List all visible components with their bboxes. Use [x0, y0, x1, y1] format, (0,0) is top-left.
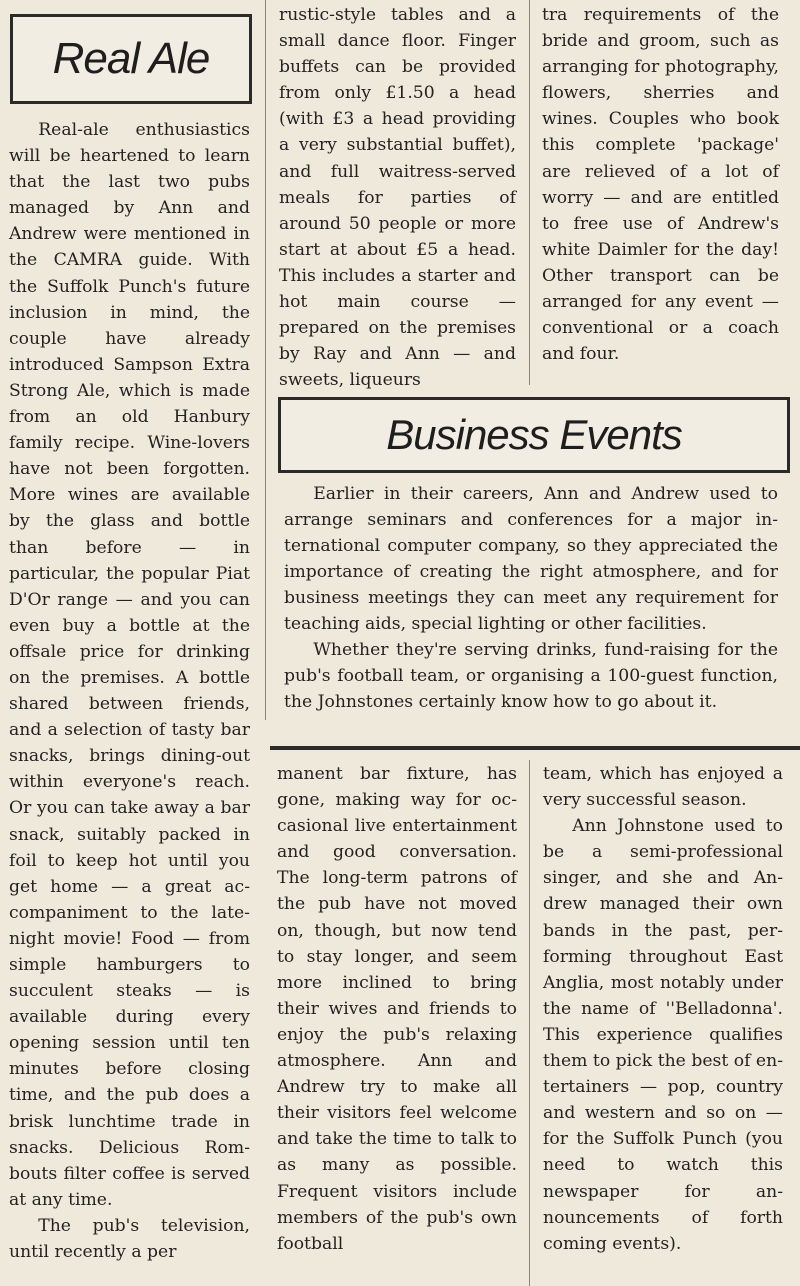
real-ale-heading: Real Ale	[52, 34, 210, 83]
real-ale-paragraph-2: The pub's television, until recently a per	[9, 1215, 250, 1263]
right-top-text: tra requirements of the bride and groom, such as arranging for photography, flowers, sherries and wines. Couples who book this complete 'package' are relieved of a lot of worry — and are entitled to free use of Andrew's white Daimler for the day! Other transport can be arranged for any event — conventional or a coach and four.	[542, 5, 779, 365]
vertical-rule-middle-bottom	[529, 760, 530, 1286]
business-events-paragraph-1: Earlier in their careers, Ann and Andrew used to arrange seminars and conferences for a major international computer company, so they appreciated the importance of creating the right atmosphere, and for business meetings they can meet any requirement for teaching aids, special lighting or other facilities.	[284, 484, 778, 634]
vertical-rule-left	[265, 0, 266, 720]
middle-bottom-column	[277, 761, 517, 1257]
real-ale-paragraph-1: Real-ale enthusiastics will be heartened to learn that the last two pubs managed by Ann and Andrew were mentioned in the CAMRA guide. With the Suffolk Punch's future inclusion in mind, the couple have already introduced Sampson Extra Strong Ale, which is made from an old Hanbury family recipe. Wine-lovers have not been forgotten. More wines are available by the glass and bottle than before — in particular, the popular Piat D'Or range — and you can even buy a bottle at the offsale price for drinking on the premises. A bottle shared between friends, and a selection of tasty bar snacks, brings dining-out within everyone's reach. Or you can take away a bar snack, suitably packed in foil to keep hot until you get home — a great accompaniment to the late-night movie! Food — from simple hamburgers to succulent steaks — is available during every opening session until ten minutes before closing time, and the pub does a brisk lunchtime trade in snacks. Delicious Rombouts filter coffee is served at any time.	[9, 120, 250, 1210]
right-bottom-paragraph-2: Ann Johnstone used to be a semi-professional singer, and she and Andrew managed their own bands in the past, performing throughout East Anglia, most notably under the name of ''Belladonna'. This experience qualifies them to pick the best of entertainers — pop, country and western and so on — for the Suffolk Punch (you need to watch this newspaper for announcements of forth coming events).	[543, 816, 783, 1254]
right-top-column	[542, 2, 779, 367]
middle-bottom-text: manent bar fixture, has gone, making way for occasional live entertainment and good conversation. The long-term patrons of the pub have not moved on, though, but now tend to stay longer, and seem more inclined to bring their wives and friends to enjoy the pub's relaxing atmosphere. Ann and Andrew try to make all their visitors feel welcome and take the time to talk to as many as possible. Frequent visitors include members of the pub's own football	[277, 764, 517, 1254]
business-events-heading-box	[278, 397, 790, 473]
vertical-rule-middle-top	[529, 0, 530, 385]
middle-top-text: rustic-style tables and a small dance floor. Finger buffets can be provided from only £1.50 a head (with £3 a head providing a very substantial buffet), and full waitress-served meals for parties of around 50 people or more start at about £5 a head. This includes a starter and hot main course — prepared on the premises by Ray and Ann — and sweets, liqueurs	[279, 5, 516, 391]
right-bottom-paragraph-1: team, which has enjoyed a very successful season.	[543, 764, 783, 811]
real-ale-column	[9, 117, 250, 1265]
business-events-body	[284, 481, 778, 715]
middle-top-column	[279, 2, 516, 393]
business-events-paragraph-2: Whether they're serving drinks, fund-raising for the pub's football team, or organising a 100-guest function, the Johnstones certainly know how to go about it.	[284, 640, 778, 712]
right-bottom-column	[543, 761, 783, 1257]
horizontal-divider	[270, 746, 800, 750]
business-events-heading: Business Events	[386, 411, 682, 458]
real-ale-heading-box	[10, 14, 252, 104]
